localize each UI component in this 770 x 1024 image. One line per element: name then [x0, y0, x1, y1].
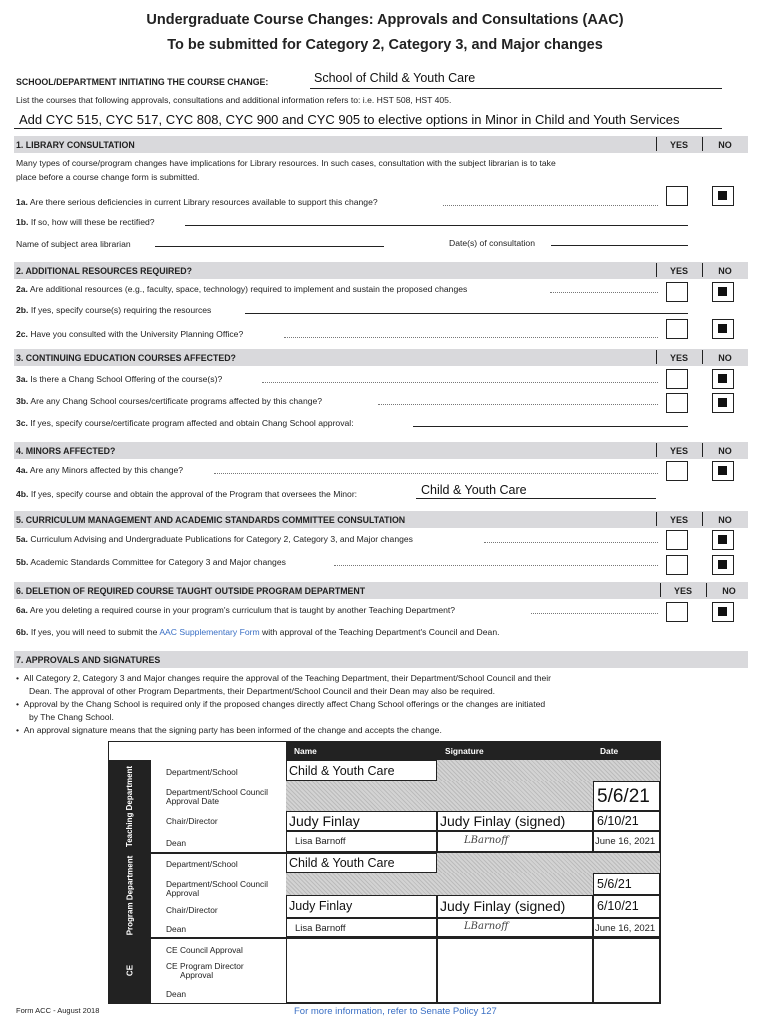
- section-3-title: 3. CONTINUING EDUCATION COURSES AFFECTED?: [16, 353, 236, 363]
- q6a-yes-checkbox[interactable]: [666, 602, 688, 622]
- librarian-field[interactable]: [155, 246, 384, 247]
- p-chair-date-cell[interactable]: [593, 895, 660, 918]
- q4b-label: [16, 489, 357, 499]
- p-dean-date: June 16, 2021: [595, 923, 656, 934]
- t-dean-date: June 16, 2021: [595, 836, 656, 847]
- p-dean-name: Lisa Barnoff: [295, 923, 346, 934]
- section-4-bar: [14, 442, 748, 459]
- yes-header: YES: [669, 140, 688, 150]
- p-chair-name-cell[interactable]: [286, 895, 437, 918]
- q3a-num: 3a.: [16, 374, 28, 384]
- q4a-label: [16, 465, 183, 475]
- divider: [706, 583, 707, 597]
- divider: [702, 512, 703, 526]
- q6b-text-pre: If yes, you will need to submit the: [30, 627, 158, 637]
- q2c-label: [16, 329, 243, 339]
- p-row-dean: Dean: [166, 924, 187, 934]
- ce-signature-cell[interactable]: [437, 938, 593, 1003]
- librarian-label: Name of subject area librarian: [16, 239, 131, 249]
- q3c-label: [16, 418, 354, 428]
- p-name-department: Child & Youth Care: [289, 856, 395, 870]
- no-header: NO: [718, 266, 732, 276]
- section-4-title: 4. MINORS AFFECTED?: [16, 446, 116, 456]
- bullet-1: • All Category 2, Category 3 and Major changes require the approval of the Teaching Department, their Department/School Council and their: [16, 673, 552, 683]
- school-underline: [310, 88, 722, 89]
- q4b-field: [416, 498, 656, 499]
- ce-name-cell[interactable]: [286, 938, 437, 1003]
- t-dean-signature: LBarnoff: [464, 835, 509, 846]
- yes-header: YES: [669, 446, 688, 456]
- q3a-label: [16, 374, 222, 384]
- t-chair-name: Judy Finlay: [289, 813, 360, 829]
- yes-header: YES: [673, 586, 692, 596]
- q6a-num: 6a.: [16, 605, 28, 615]
- q3c-field[interactable]: [413, 426, 688, 427]
- ce-label: [109, 938, 151, 1003]
- q2b-num: 2b.: [16, 305, 29, 315]
- q1a-text: Are there serious deficiencies in current Library resources available to support this change?: [29, 197, 378, 207]
- q5a-num: 5a.: [16, 534, 28, 544]
- q2c-num: 2c.: [16, 329, 28, 339]
- q3b-no-checkbox[interactable]: [712, 393, 734, 413]
- bullet-3-text: An approval signature means that the signing party has been informed of the change and accepts the change.: [23, 725, 442, 735]
- bullet-2: • Approval by the Chang School is required only if the proposed changes directly affect Chang School offerings or the changes are initiated: [16, 699, 546, 709]
- q5b-no-checkbox[interactable]: [712, 555, 734, 575]
- t-dean-name: Lisa Barnoff: [295, 836, 346, 847]
- leader-dots: [443, 205, 658, 206]
- t-dean-date-cell[interactable]: [593, 831, 660, 852]
- q1a-no-checkbox[interactable]: [712, 186, 734, 206]
- q6a-no-checkbox[interactable]: [712, 602, 734, 622]
- leader-dots: [550, 292, 658, 293]
- p-chair-signature-cell[interactable]: [437, 895, 593, 918]
- t-council-date-cell[interactable]: [593, 781, 660, 811]
- p-council-date-cell[interactable]: [593, 873, 660, 895]
- leader-dots: [531, 613, 658, 614]
- q3c-text: If yes, specify course/certificate program affected and obtain Chang School approval:: [30, 418, 354, 428]
- q5a-text: Curriculum Advising and Undergraduate Publications for Category 2, Category 3, and Major changes: [30, 534, 413, 544]
- q2a-num: 2a.: [16, 284, 28, 294]
- q3b-text: Are any Chang School courses/certificate programs affected by this change?: [30, 396, 323, 406]
- greyed-cell: [437, 853, 660, 873]
- q4b-value[interactable]: Child & Youth Care: [421, 483, 527, 497]
- form-version: Form ACC - August 2018: [16, 1006, 100, 1015]
- q4a-no-checkbox[interactable]: [712, 461, 734, 481]
- t-row-dean: Dean: [166, 838, 187, 848]
- table-header: [286, 742, 660, 760]
- p-row-council-a: Department/School Council: [166, 879, 268, 889]
- t-chair-name-cell[interactable]: [286, 811, 437, 831]
- teaching-department-label: [109, 760, 151, 852]
- teaching-label-text: Teaching Department: [125, 765, 135, 847]
- t-council-date: 5/6/21: [597, 786, 650, 807]
- q1b-field[interactable]: [185, 225, 688, 226]
- q2b-text: If yes, specify course(s) requiring the resources: [30, 305, 212, 315]
- c-row-director-b: Approval: [180, 970, 214, 980]
- section-7-title: 7. APPROVALS AND SIGNATURES: [16, 655, 161, 665]
- section-5-title: 5. CURRICULUM MANAGEMENT AND ACADEMIC STANDARDS COMMITTEE CONSULTATION: [16, 515, 406, 525]
- divider: [702, 350, 703, 364]
- leader-dots: [334, 565, 658, 566]
- q5a-label: [16, 534, 413, 544]
- q3a-yes-checkbox[interactable]: [666, 369, 688, 389]
- section-1-title: 1. LIBRARY CONSULTATION: [16, 140, 135, 150]
- q5b-yes-checkbox[interactable]: [666, 555, 688, 575]
- no-header: NO: [718, 446, 732, 456]
- p-row-chair: Chair/Director: [166, 905, 218, 915]
- q5a-no-checkbox[interactable]: [712, 530, 734, 550]
- q2c-text: Have you consulted with the University Planning Office?: [30, 329, 244, 339]
- q2a-text: Are additional resources (e.g., faculty, space, technology) required to implement and sustain the proposed changes: [29, 284, 468, 294]
- ce-date-cell[interactable]: [593, 938, 660, 1003]
- divider: [702, 443, 703, 457]
- aac-supplementary-form-link[interactable]: AAC Supplementary Form: [159, 627, 260, 637]
- p-row-department: Department/School: [166, 859, 238, 869]
- section-6-title: 6. DELETION OF REQUIRED COURSE TAUGHT OUTSIDE PROGRAM DEPARTMENT: [16, 586, 366, 596]
- p-council-date: 5/6/21: [597, 877, 632, 891]
- q1b-label: [16, 217, 155, 227]
- divider: [660, 583, 661, 597]
- greyed-cell: [286, 781, 593, 811]
- q2a-label: [16, 284, 467, 294]
- consultation-date-label: Date(s) of consultation: [449, 238, 535, 248]
- greyed-cell: [286, 873, 593, 895]
- q3a-no-checkbox[interactable]: [712, 369, 734, 389]
- greyed-cell: [437, 760, 660, 781]
- c-row-director-a: CE Program Director: [166, 961, 244, 971]
- q2b-label: [16, 305, 211, 315]
- t-chair-date-cell[interactable]: [593, 811, 660, 831]
- yes-header: YES: [669, 266, 688, 276]
- t-chair-signature: Judy Finlay (signed): [440, 813, 566, 829]
- p-chair-name: Judy Finlay: [289, 899, 353, 913]
- program-label-text: Program Department: [125, 855, 135, 935]
- t-row-council-b: Approval Date: [166, 796, 220, 806]
- no-header: NO: [718, 353, 732, 363]
- q1a-num: 1a.: [16, 197, 28, 207]
- list-instruction: List the courses that following approvals, consultations and additional information refers to: i.e. HST 508, HST 405.: [16, 95, 452, 105]
- leader-dots: [284, 337, 658, 338]
- bullet-2-line1: Approval by the Chang School is required only if the proposed changes directly affect Chang School offerings or the changes are initiated: [23, 699, 546, 709]
- ce-label-text: CE: [125, 964, 135, 977]
- p-dean-name-cell[interactable]: [286, 918, 437, 937]
- p-dean-date-cell[interactable]: [593, 918, 660, 937]
- t-row-department: Department/School: [166, 767, 238, 777]
- divider: [656, 263, 657, 277]
- bullet-1-line2: Dean. The approval of other Program Departments, their Department/School Council and their Dean may also be required.: [29, 686, 496, 696]
- t-dean-name-cell[interactable]: [286, 831, 437, 852]
- q2a-no-checkbox[interactable]: [712, 282, 734, 302]
- q6a-label: [16, 605, 455, 615]
- q6a-text: Are you deleting a required course in your program's curriculum that is taught by another Teaching Department?: [29, 605, 456, 615]
- no-header: NO: [722, 586, 736, 596]
- q6b-text-post: with approval of the Teaching Department's Council and Dean.: [262, 627, 500, 637]
- p-dean-signature-cell[interactable]: [437, 918, 593, 937]
- bullet-2-line2: by The Chang School.: [29, 712, 114, 722]
- no-header: NO: [718, 515, 732, 525]
- q3a-text: Is there a Chang School Offering of the course(s)?: [30, 374, 223, 384]
- p-dean-signature: LBarnoff: [464, 921, 509, 932]
- section-2-title: 2. ADDITIONAL RESOURCES REQUIRED?: [16, 266, 192, 276]
- p-chair-signature: Judy Finlay (signed): [440, 898, 566, 914]
- form-title-line1: Undergraduate Course Changes: Approvals and Consultations (AAC): [146, 12, 624, 28]
- q2c-yes-checkbox[interactable]: [666, 319, 688, 339]
- q1a-label: [16, 197, 378, 207]
- t-name-department-cell[interactable]: [286, 760, 437, 781]
- t-chair-date: 6/10/21: [597, 814, 639, 828]
- col-date-header: Date: [600, 746, 619, 756]
- q4b-num: 4b.: [16, 489, 29, 499]
- q4b-text: If yes, specify course and obtain the approval of the Program that oversees the Minor:: [30, 489, 358, 499]
- bullet-3: • An approval signature means that the signing party has been informed of the change and accepts the change.: [16, 725, 442, 735]
- q1b-text: If so, how will these be rectified?: [30, 217, 155, 227]
- q6b-num: 6b.: [16, 627, 29, 637]
- divider: [702, 263, 703, 277]
- leader-dots: [484, 542, 658, 543]
- s1-intro-line1: Many types of course/program changes have implications for Library resources. In such cases, consultation with the subject librarian is to take: [16, 158, 556, 168]
- p-row-council-b: Approval: [166, 888, 200, 898]
- approvals-table: [108, 741, 661, 1004]
- yes-header: YES: [669, 515, 688, 525]
- q5b-num: 5b.: [16, 557, 29, 567]
- leader-dots: [262, 382, 658, 383]
- col-signature-header: Signature: [445, 746, 484, 756]
- q1b-num: 1b.: [16, 217, 29, 227]
- divider: [702, 137, 703, 151]
- q2b-field[interactable]: [245, 313, 688, 314]
- q3b-yes-checkbox[interactable]: [666, 393, 688, 413]
- divider: [656, 512, 657, 526]
- q5b-text: Academic Standards Committee for Category 3 and Major changes: [30, 557, 286, 567]
- school-label: SCHOOL/DEPARTMENT INITIATING THE COURSE CHANGE:: [16, 77, 269, 87]
- q3c-num: 3c.: [16, 418, 28, 428]
- t-row-council: [166, 788, 268, 806]
- divider: [656, 137, 657, 151]
- leader-dots: [214, 473, 658, 474]
- q3b-label: [16, 396, 322, 406]
- c-row-director: [166, 962, 244, 980]
- no-header: NO: [718, 140, 732, 150]
- q2c-no-checkbox[interactable]: [712, 319, 734, 339]
- q4a-yes-checkbox[interactable]: [666, 461, 688, 481]
- consultation-date-field[interactable]: [551, 245, 688, 246]
- p-chair-date: 6/10/21: [597, 899, 639, 913]
- t-dean-signature-cell[interactable]: [437, 831, 593, 852]
- leader-dots: [378, 404, 658, 405]
- form-title-line2: To be submitted for Category 2, Category 3, and Major changes: [167, 37, 603, 53]
- q1a-yes-checkbox[interactable]: [666, 186, 688, 206]
- t-name-department: Child & Youth Care: [289, 764, 395, 778]
- q2a-yes-checkbox[interactable]: [666, 282, 688, 302]
- q5b-label: [16, 557, 286, 567]
- c-row-council: CE Council Approval: [166, 945, 243, 955]
- c-row-dean: Dean: [166, 989, 187, 999]
- q6b-label: [16, 627, 500, 637]
- divider: [656, 443, 657, 457]
- t-chair-signature-cell[interactable]: [437, 811, 593, 831]
- s1-intro-line2: place before a course change form is submitted.: [16, 172, 200, 182]
- yes-header: YES: [669, 353, 688, 363]
- divider: [656, 350, 657, 364]
- senate-policy-link[interactable]: For more information, refer to Senate Policy 127: [294, 1006, 497, 1017]
- p-name-department-cell[interactable]: [286, 853, 437, 873]
- courses-value[interactable]: Add CYC 515, CYC 517, CYC 808, CYC 900 and CYC 905 to elective options in Minor in Child and Youth Services: [19, 112, 680, 127]
- p-row-council: [166, 880, 268, 898]
- t-row-chair: Chair/Director: [166, 816, 218, 826]
- q4a-num: 4a.: [16, 465, 28, 475]
- program-department-label: [109, 853, 151, 937]
- t-row-council-a: Department/School Council: [166, 787, 268, 797]
- col-name-header: Name: [294, 746, 317, 756]
- school-value[interactable]: School of Child & Youth Care: [314, 71, 476, 85]
- q4a-text: Are any Minors affected by this change?: [29, 465, 184, 475]
- q3b-num: 3b.: [16, 396, 29, 406]
- bullet-1-line1: All Category 2, Category 3 and Major changes require the approval of the Teaching Department, their Department/School Council and their: [23, 673, 552, 683]
- q5a-yes-checkbox[interactable]: [666, 530, 688, 550]
- courses-underline: [14, 128, 722, 129]
